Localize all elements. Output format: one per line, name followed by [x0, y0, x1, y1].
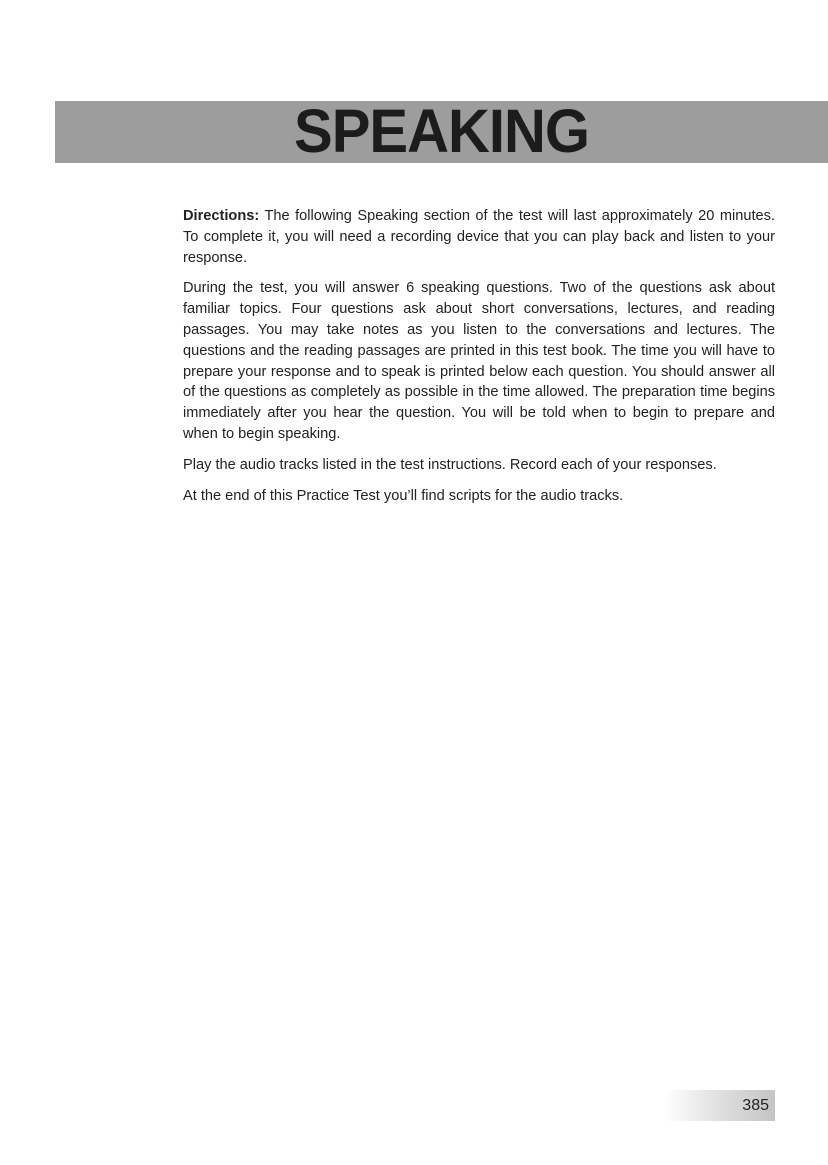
page-number-box	[665, 1090, 775, 1121]
directions-text: The following Speaking section of the test will last approximately 20 minutes. To complete it, you will need a recording device that you can play back and listen to your response.	[183, 208, 775, 266]
page-number: 385	[742, 1097, 769, 1114]
scripts-note-paragraph: At the end of this Practice Test you’ll find scripts for the audio tracks.	[183, 487, 624, 504]
audio-instructions-paragraph: Play the audio tracks listed in the test instructions. Record each of your responses.	[183, 456, 717, 473]
directions-label: Directions:	[183, 208, 260, 224]
test-overview-paragraph: During the test, you will answer 6 speaking questions. Two of the questions ask about familiar topics. Four questions ask about short conversations, lectures, and reading passages. You may take notes as you listen to the conversations and lectures. The questions and the reading passages are printed in this test book. The time you will have to prepare your response and to speak is printed below each question. You should answer all of the questions as completely as possible in the time allowed. The preparation time begins immediately after you hear the question. You will be told when to begin to prepare and when to begin speaking.	[183, 280, 775, 442]
instructions-body	[183, 206, 775, 516]
directions-paragraph	[183, 206, 775, 268]
section-banner	[55, 97, 828, 166]
section-title: SPEAKING	[294, 97, 589, 166]
